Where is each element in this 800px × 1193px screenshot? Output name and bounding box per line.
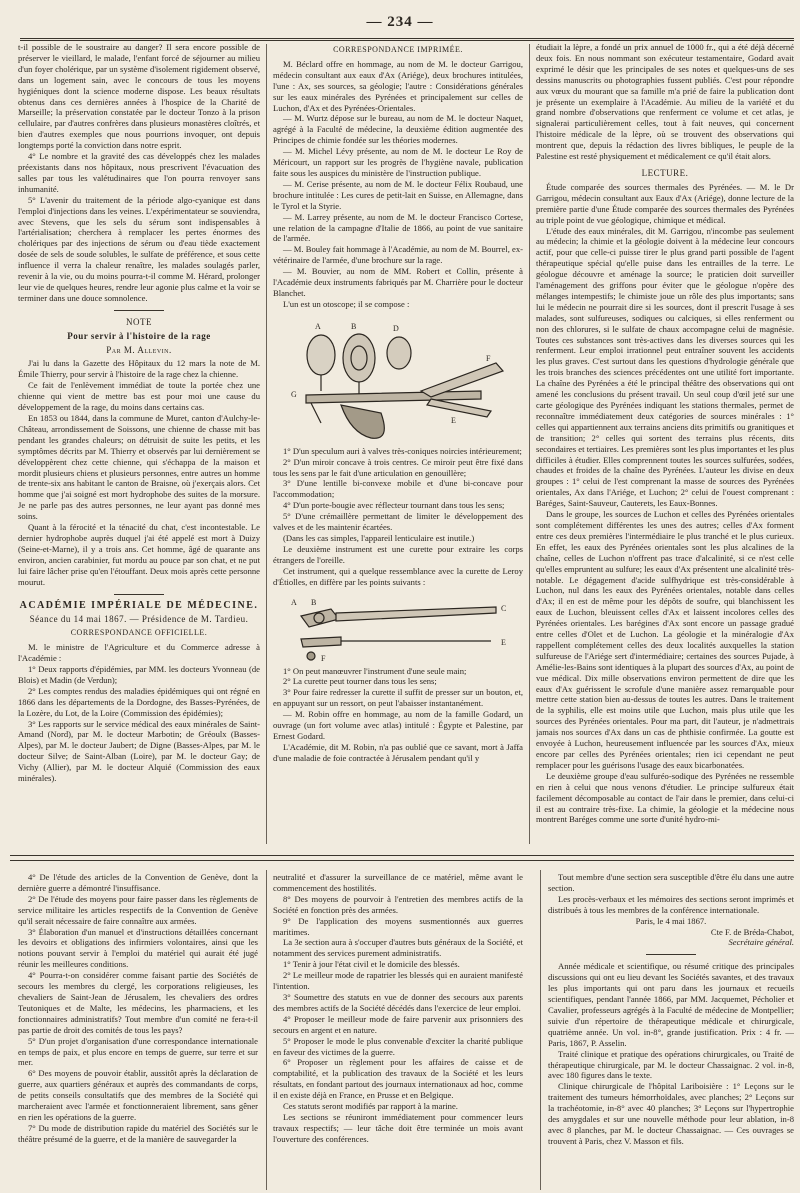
paragraph: 6° Proposer un règlement pour les affaires de caisse et de comptabilité, et la publication des travaux de la Société et les leurs résultats, en fondant partout des journaux internationaux ad hoc, comme il en existe déjà en France, en Prusse et en Belgique. bbox=[273, 1057, 523, 1101]
dateline: Paris, le 4 mai 1867. bbox=[635, 915, 707, 926]
svg-text:E: E bbox=[500, 637, 506, 647]
paragraph: M. Béclard offre en hommage, au nom de M. le docteur Garrigou, médecin consultant aux eaux d'Ax (Ariége), deux brochures intitulées, l'une : Ax, ses sources, sa géologie; l'autre : Considérations générales sur les eaux minérales des Pyrénées et principalement sur celles de Luchon, d'Ax et des Pyrénées-Orientales. bbox=[273, 58, 523, 113]
figure-caption: 5° D'une crémaillère permettant de limiter le développement des valves et de les maintenir écartées. bbox=[273, 511, 523, 533]
paragraph: 2° Les comptes rendus des maladies épidémiques qui ont régné en 1866 dans les départements de la Dordogne, des Basses-Pyrénées, de la Lozère, du Lot, de la Loire (Commission des épidémies); bbox=[18, 685, 260, 718]
svg-text:G: G bbox=[290, 389, 297, 399]
column-1 bbox=[18, 42, 260, 842]
paragraph: L'étude des eaux minérales, dit M. Garrigou, n'incombe pas seulement au médecin; la chimie et la géologie doivent à la médecine leur concours actif, pour que celle-ci puisse tirer le plus grand parti possible de l'agent thérapeutique spécial qu'elle puise dans les entrailles de la terre. Le géologue découvre et aménage la source; le praticien doit surveiller l'aménagement des griffons pour éviter que le géologue n'opère des mélanges intempestifs; le chimiste joue un rôle des plus importants; sans lui le médecin ne pourrait dire si les sources, dont il prescrit l'usage à ses malades, sont sulfureuses, sodiques ou calciques, si elles renferment ou non des chlorures, si le sulfate de chaux accompagne celui de magnésie. Toutes ces substances sont très-actives dans les diverses sources qui les renferment. Leur emploi irrationnel peut entraîner souvent les accidents les plus graves. C'est surtout dans les questions d'hydrologie générale que les trois branches des sciences précédentes ont une utilité fort importante. La chaîne des Pyrénées a été le principal théâtre des observations qui ont amené les conclusions du présent travail. Un seul coup d'œil jeté sur une carte géologique des Pyrénées indiquant les stations thermales, permet de reconnaître immédiatement deux catégories de sources minérales : 1° celles qui appartiennent aux terrains anciens dits primitifs ou granitiques et de transition; 2° celles qui sortent des terrains plus récents, dits secondaires et tertiaires. Les premières sont les plus importantes et les plus difficiles à étudier. Elles comprennent toutes les sources sulfurées, sodées, chaudes et froides de la chaîne des Pyrénées. L'auteur les divise en deux groupes : 1° celui de l'est comprenant la masse de sources des Pyrénées orientales, Ax dans l'Ariége, et Luchon; 2° celui de l'ouest comprenant : Baréges, Saint-Sauveur, Cauterets, les Eaux-Bonnes. bbox=[536, 225, 794, 509]
horizontal-rule bbox=[10, 855, 794, 856]
svg-text:C: C bbox=[500, 603, 506, 613]
paragraph: 7° Du mode de distribution rapide du matériel des Sociétés sur le théâtre présumé de la guerre, et de la manière de sauvegarder la bbox=[18, 1122, 258, 1144]
page-number: — 234 — bbox=[366, 14, 434, 30]
signature-title: Secrétaire général. bbox=[728, 937, 794, 948]
paragraph: En 1853 ou 1844, dans la commune de Muret, canton d'Aulchy-le-Château, arrondissement de Soissons, une chienne de chasse mit bas pendant les grandes chaleurs; on détruisit de suite les petits, et les symptômes décrits par M. Thierry et observés par lui dernièrement se développèrent chez cette chienne, qui s'échappa de la maison et mordit plusieurs chiens et plusieurs personnes, entre autres un homme de trente-six ans habitant le canton de Braisne, où j'exerçais alors. Cet homme que j'ai soigné est mort hydrophobe des suites de la morsure. Je ne parle pas des autres personnes, ne leur ayant pas donné mes soins. bbox=[18, 413, 260, 522]
paragraph: Le deuxième instrument est une curette pour extraire les corps étrangers de l'oreille. bbox=[273, 543, 523, 565]
paragraph: 3° Élaboration d'un manuel et d'instructions détaillées concernant les devoirs et obligations des infirmiers volontaires, ainsi que les notions pouvant servir à l'emploi du matériel qui aurait été jugé réunir les meilleures conditions. bbox=[18, 926, 258, 970]
section-title: CORRESPONDANCE IMPRIMÉE. bbox=[333, 45, 463, 54]
paragraph: 3° Soumettre des statuts en vue de donner des secours aux parents des membres actifs de la Société décédés dans l'exercice de leur emploi. bbox=[273, 991, 523, 1013]
column-3 bbox=[536, 42, 794, 847]
paragraph: 6° Des moyens de pouvoir établir, aussitôt après la déclaration de guerre, aux quartiers généraux et auprès des commandants de corps, de petits conseils consultatifs que des membres de la Société qui marcheraient avec l'armée et fonctionneraient librement, sans gêner en rien les opérations de la guerre. bbox=[18, 1068, 258, 1122]
paragraph: Ces statuts seront modifiés par rapport à la marine. bbox=[283, 1101, 458, 1112]
paragraph: J'ai lu dans la Gazette des Hôpitaux du 12 mars la note de M. Émile Thierry, pour servir à l'histoire de la rage chez la chienne. bbox=[18, 358, 260, 380]
signature: Cte F. de Bréda-Chabot, bbox=[710, 926, 794, 937]
paragraph: 2° Le meilleur mode de rapatrier les blessés qui en auraient manifesté l'intention. bbox=[273, 970, 523, 992]
figure-caption: 2° D'un miroir concave à trois centres. Ce miroir peut être fixé dans tous les sens par le fait d'une articulation en genouillère; bbox=[273, 456, 523, 478]
paragraph: 4° Proposer le meilleur mode de faire parvenir aux prisonniers des secours en argent et en nature. bbox=[273, 1013, 523, 1035]
paragraph: Les sections se réuniront immédiatement pour commencer leurs travaux respectifs; — leur tâche doit être terminée un mois avant l'ouverture des conférences. bbox=[273, 1111, 523, 1144]
svg-text:B: B bbox=[350, 321, 356, 331]
paragraph: — M. Robin offre en hommage, au nom de la famille Godard, un ouvrage (un fort volume avec atlas) intitulé : Égypte et Palestine, par Ernest Godard. bbox=[273, 709, 523, 741]
paragraph: Cet instrument, qui a quelque ressemblance avec la curette de Leroy d'Étiolles, en diffère par les points suivants : bbox=[273, 565, 523, 587]
column-divider bbox=[540, 870, 541, 1190]
svg-text:B: B bbox=[310, 597, 316, 607]
separator bbox=[114, 594, 164, 595]
paragraph: Traité clinique et pratique des opérations chirurgicales, ou Traité de thérapeutique chirurgicale, par M. le docteur Chassaignac. 2 vol. in-8, avec 180 figures dans le texte. bbox=[548, 1048, 794, 1081]
note-title: NOTE bbox=[126, 316, 152, 327]
paragraph: 5° D'un projet d'organisation d'une correspondance internationale en temps de paix, et plus encore en temps de guerre, sur terre et sur mer. bbox=[18, 1035, 258, 1068]
paragraph: L'un est un otoscope; il se compose : bbox=[283, 298, 410, 309]
paragraph: 5° L'avenir du traitement de la période algo-cyanique est dans l'emploi d'injections dans les veines. L'expérimentateur se souviendra, avec Stevens, que les sels du sérum sont indispensables à l'artérialisation; cherchera à remplacer les pertes énormes des cholériques par des injections de sérum ou d'eau tiède exactement dosée de sels de soude solubles, le sulfate de préférence, et sous cette influence il verra la chaleur renaître, les malades soulagés parler, revenir à la vie, ou du moins pourra-t-il comme M. Hérard, prolonger leur vie de quelques heures, rendre leur agonie plus calme et la voir se terminer dans une douce somnolence. bbox=[18, 194, 260, 303]
academy-session: Séance du 14 mai 1867. — Présidence de M. Tardieu. bbox=[29, 614, 249, 625]
paragraph: Clinique chirurgicale de l'hôpital Lariboisière : 1° Leçons sur le traitement des tumeurs hémorrhoïdales, avec planches; 2° Leçons sur la trachéotomie, in-8° avec 40 planches; 3° Leçons sur l'hypertrophie des amygdales et sur une nouvelle méthode pour leur ablation, in-8 avec 8 planches, par M. le docteur Chassaignac. — Ces ouvrages se trouvent à Paris, chez V. Masson et fils. bbox=[548, 1081, 794, 1146]
paragraph: 9° De l'application des moyens susmentionnés aux guerres maritimes. bbox=[273, 915, 523, 937]
lecture-title: LECTURE. bbox=[641, 167, 689, 178]
separator bbox=[646, 954, 696, 955]
paragraph: — M. Bouley fait hommage à l'Académie, au nom de M. Bourrel, ex-vétérinaire de l'armée, d'une brochure sur la rage. bbox=[273, 244, 523, 266]
paragraph: 3° Les rapports sur le service médical des eaux minérales de Saint-Amand (Nord), par M. le docteur Marbotin; de Gréoulx (Basses-Alpes), par M. le docteur Jaubert; de Digne (Basses-Alpes, par M. le docteur Silve; de Saint-Alban (Loire), par M. le docteur Gay; de Vichy (Allier), par M. le docteur Alquié (Commission des eaux minérales). bbox=[18, 718, 260, 784]
svg-text:F: F bbox=[485, 353, 490, 363]
paragraph: La 3e section aura à s'occuper d'autres buts généraux de la Société, et notamment des services purement administratifs. bbox=[273, 937, 523, 959]
paragraph: 2° De l'étude des moyens pour faire passer dans les règlements de service militaire les articles respectifs de la Convention de Genève qu'il serait nécessaire de faire connaître aux armées. bbox=[18, 893, 258, 926]
paragraph: L'Académie, dit M. Robin, n'a pas oublié que ce savant, mort à Jaffa d'une maladie de foie contractée à Jérusalem pendant qu'il y bbox=[273, 741, 523, 763]
paragraph: 1° Tenir à jour l'état civil et le domicile des blessés. bbox=[283, 959, 460, 970]
bottom-column-1 bbox=[18, 872, 258, 1190]
svg-text:A: A bbox=[314, 321, 321, 331]
column-2 bbox=[273, 42, 523, 847]
separator bbox=[114, 310, 164, 311]
figure-caption: 3° D'une lentille bi-convexe mobile et d'une bi-concave pour l'accommodation; bbox=[273, 478, 523, 500]
paragraph: Quant à la férocité et la ténacité du chat, c'est incontestable. Le dernier hydrophobe auprès duquel j'ai été appelé est mort à Duizy (Seine-et-Marne), il y a trois ans. Cet homme, âgé de quarante ans environ, ancien carabinier, fut mordu au pouce par son chat, et ne put lui faire lâcher prise qu'en l'étouffant. Deux mois après cette personne mourut. bbox=[18, 522, 260, 587]
svg-text:A: A bbox=[290, 597, 297, 607]
note-subtitle: Pour servir à l'histoire de la rage bbox=[67, 330, 211, 341]
figure-caption: (Dans les cas simples, l'appareil lenticulaire est inutile.) bbox=[283, 533, 475, 543]
note-author: Par M. Allevin. bbox=[106, 344, 172, 355]
paragraph: — M. Bouvier, au nom de MM. Robert et Collin, présente à l'Académie deux instruments fabriqués par M. Charrière pour le docteur Blanchet. bbox=[273, 266, 523, 298]
paragraph: — M. Larrey présente, au nom de M. le docteur Francisco Cortese, une relation de la campagne d'Italie de 1866, au point de vue sanitaire de l'armée. bbox=[273, 211, 523, 244]
column-divider bbox=[266, 870, 267, 1190]
paragraph: Tout membre d'une section sera susceptible d'être élu dans une autre section. bbox=[548, 872, 794, 893]
paragraph: M. le ministre de l'Agriculture et du Commerce adresse à l'Académie : bbox=[18, 642, 260, 664]
academy-title: ACADÉMIE IMPÉRIALE DE MÉDECINE. bbox=[19, 599, 259, 611]
column-divider bbox=[266, 44, 267, 844]
curette-illustration bbox=[281, 591, 516, 663]
svg-text:F: F bbox=[320, 653, 325, 663]
paragraph: neutralité et d'assurer la surveillance de ce matériel, même avant le commencement des hostilités. bbox=[273, 872, 523, 893]
paragraph: Étude comparée des sources thermales des Pyrénées. — M. le Dr Garrigou, médecin consultant aux Eaux d'Ax (Ariége), donne lecture de la première partie d'une Étude comparée des sources thermales des Pyrénées au triple point de vue géologique, chimique et médical. bbox=[536, 181, 794, 225]
bottom-column-3 bbox=[548, 872, 794, 1190]
otoscope-illustration bbox=[281, 313, 516, 443]
paragraph: — M. Wurtz dépose sur le bureau, au nom de M. le docteur Naquet, agrégé à la Faculté de médecine, la deuxième édition augmentée des Principes de chimie fondée sur les théories modernes. bbox=[273, 113, 523, 146]
paragraph: — M. Cerise présente, au nom de M. le docteur Félix Roubaud, une brochure intitulée : Les cures de petit-lait en Suisse, en Allemagne, dans le Tyrol et la Styrie. bbox=[273, 178, 523, 211]
bottom-column-2 bbox=[273, 872, 523, 1190]
paragraph: 4° Pourra-t-on considérer comme faisant partie des Sociétés de secours les membres du clergé, les corporations religieuses, les chevaliers de Saint-Jean de Jérusalem, les chevaliers des ordres Teutoniques et de Malte, les médecins, les pharmaciens, et les fonctionnaires administratifs? Tout membre d'un comité ne fera-t-il pas partie de droit des comités de tous les pays? bbox=[18, 970, 258, 1035]
figure-caption: 4° D'un porte-bougie avec réflecteur tournant dans tous les sens; bbox=[283, 500, 505, 511]
paragraph: Dans le groupe, les sources de Luchon et celles des Pyrénées orientales sont complétement différentes les unes des autres; celles d'Ax forment entre ces deux premières l'intermédiaire le plus tranché et le plus curieux. En effet, les eaux des Pyrénées orientales sont les plus alcalines de la chaîne, celles de Luchon n'offrent pas trace d'alcalinité, si ce n'est celle qu'elles empruntent au sulfure; les eaux d'Ax présentent une alcalinité très-notable. Le dégagement d'acide sulfhydrique est très-considérable à Luchon, nul dans les eaux des Pyrénées orientales, notable dans celles d'Ax; il en est de même pour les dépôts de soufre, qui blanchissent les eaux de Luchon, bleuissent celles d'Ax et laissent incolores celles des Pyrénées orientales. Les barégines d'Ax sont encore un passage gradué entre celles d'Olet et de Luchon. La géologie et la minéralogie d'Ax rappellent complétement celles des deux localités auxquelles la station sulfureuse de l'Ariége sert d'intermédiaire; certaines des sources Pujade, à Amélie-les-Bains sont identiques à la plupart des sources d'Ax, au point de vue médical. Dix mille observations environ permettent de dire que les eaux d'Ax guérissent le scrofule d'une manière assez remarquable pour mettre cette station bien au-dessus de toutes les autres. Dans le traitement de la syphilis, elle est moins utile que Luchon, mais plus utile que les sources des Pyrénées orientales. Pour ma part, dit l'auteur, je n'admettrais jamais nos sources d'Ax dans un cas de phthisie confirmée. La goutte est envoyée à Luchon, heureusement influencée par les sources d'Ax, mieux encore par celles des Pyrénées orientales; rien ici cependant ne peut remplacer pour les guérisons l'usage des eaux bicarbonatées. bbox=[536, 509, 794, 770]
paragraph: Les procès-verbaux et les mémoires des sections seront imprimés et distribués à tous les membres de la conférence internationale. bbox=[548, 893, 794, 915]
paragraph: Ce fait de l'enlèvement immédiat de toute la portée chez une chienne qui vient de mettre bas est pour moi une cause du développement de la rage, du moins dans certains cas. bbox=[18, 380, 260, 413]
column-divider bbox=[529, 44, 530, 844]
svg-text:D: D bbox=[392, 323, 399, 333]
paragraph: 5° Proposer le mode le plus convenable d'exciter la charité publique en faveur des victimes de la guerre. bbox=[273, 1035, 523, 1057]
figure-caption: 1° D'un speculum auri à valves très-coniques noircies intérieurement; bbox=[283, 445, 522, 456]
top-rule bbox=[20, 38, 794, 41]
figure-caption: 1° On peut manœuvrer l'instrument d'une seule main; bbox=[283, 665, 467, 676]
paragraph: t-il possible de le soustraire au danger? Il sera encore possible de préserver le vieillard, le malade, l'enfant forcé de séjourner au milieu d'un foyer cholérique, par un système d'isolement rigidement observé, dans un logement sain, avec le concours de tous les moyens hygiéniques dont la science moderne dispose. Les beaux résultats obtenus dans ces dernières années à l'hospice de la Charité de Marseille; la préservation constatée par le docteur Tonzo à la prison cellulaire, par d'autres confrères dans plusieurs monastères cloîtrés, et bien d'autres exemples que nous pourrions invoquer, ont depuis longtemps porté la conviction dans notre esprit. bbox=[18, 42, 260, 151]
figure-caption: 2° La curette peut tourner dans tous les sens; bbox=[283, 676, 437, 687]
correspondence-title: CORRESPONDANCE OFFICIELLE. bbox=[70, 628, 208, 638]
svg-text:E: E bbox=[450, 415, 456, 425]
paragraph: Le deuxième groupe d'eau sulfuréo-sodique des Pyrénées ne ressemble en rien à celui que nous venons d'étudier. Le principe sulfureux était facilement décomposable au contact de l'air dans le premier, dans celui-ci il est au contraire très-fixe. La chimie, la géologie et la médecine nous montrent Baréges comme une sorte d'unité hydro-mi- bbox=[536, 770, 794, 825]
paragraph: — M. Michel Lévy présente, au nom de M. le docteur Le Roy de Méricourt, un rapport sur les progrès de l'hygiène navale, publication faite sous les auspices du ministère de l'instruction publique. bbox=[273, 146, 523, 178]
figure-caption: 3° Pour faire redresser la curette il suffit de presser sur un bouton, et, en appuyant sur un ressort, on peut l'abaisser instantanément. bbox=[273, 687, 523, 709]
paragraph: 4° De l'étude des articles de la Convention de Genève, dont la dernière guerre a démontré l'insuffisance. bbox=[18, 872, 258, 893]
paragraph: étudiait la lèpre, a fondé un prix annuel de 1000 fr., qui a été déjà décerné deux fois. En nous nommant son exécuteur testamentaire, Godard avait exprimé le désir que les principales de ses notes et quelques-uns de ses dessins manuscrits ou photographies fussent publiés. C'est pour répondre aux vœux du mourant que sa famille m'a prié de faire la publication dont je présente un exemplaire à l'Académie. Au milieu de la variété et du grand nombre d'observations que renferment ce volume et cet atlas, je signalerai particulièrement celles, tout à fait neuves, qui concernent l'histoire médicale de la lèpre, où se trouvent des observations qui montrent que, depuis la rédaction des livres bibliques, le peuple de la Palestine est resté physiquement et médicalement ce qu'il était alors. bbox=[536, 42, 794, 162]
paragraph: 4° Le nombre et la gravité des cas développés chez les malades préexistants dans nos hôpitaux, nous prescrivent l'évacuation des salles par tous les valétudinaires que l'on pourra renvoyer sans inhumanité. bbox=[18, 151, 260, 194]
horizontal-rule bbox=[10, 860, 794, 861]
paragraph: 1° Deux rapports d'épidémies, par MM. les docteurs Yvonneau (de Blois) et Madin (de Verdun); bbox=[18, 664, 260, 685]
paragraph: 8° Des moyens de pourvoir à l'entretien des membres actifs de la Société en fonction près des armées. bbox=[273, 893, 523, 915]
paragraph: Année médicale et scientifique, ou résumé critique des principales discussions qui ont eu lieu devant les Sociétés savantes, et des travaux les plus importants qui ont paru dans les journaux et recueils scientifiques, pendant l'année 1866, par MM. Jacquemet, Pécholier et Cavalier, professeurs agrégés à la Faculté de médecine de Montpellier; suivie d'un répertoire de thérapeutique médicale et chirurgicale, quatrième année. Un vol. in-8°, grande justification. Prix : 4 fr. — Paris, 1867, P. Asselin. bbox=[548, 961, 794, 1048]
